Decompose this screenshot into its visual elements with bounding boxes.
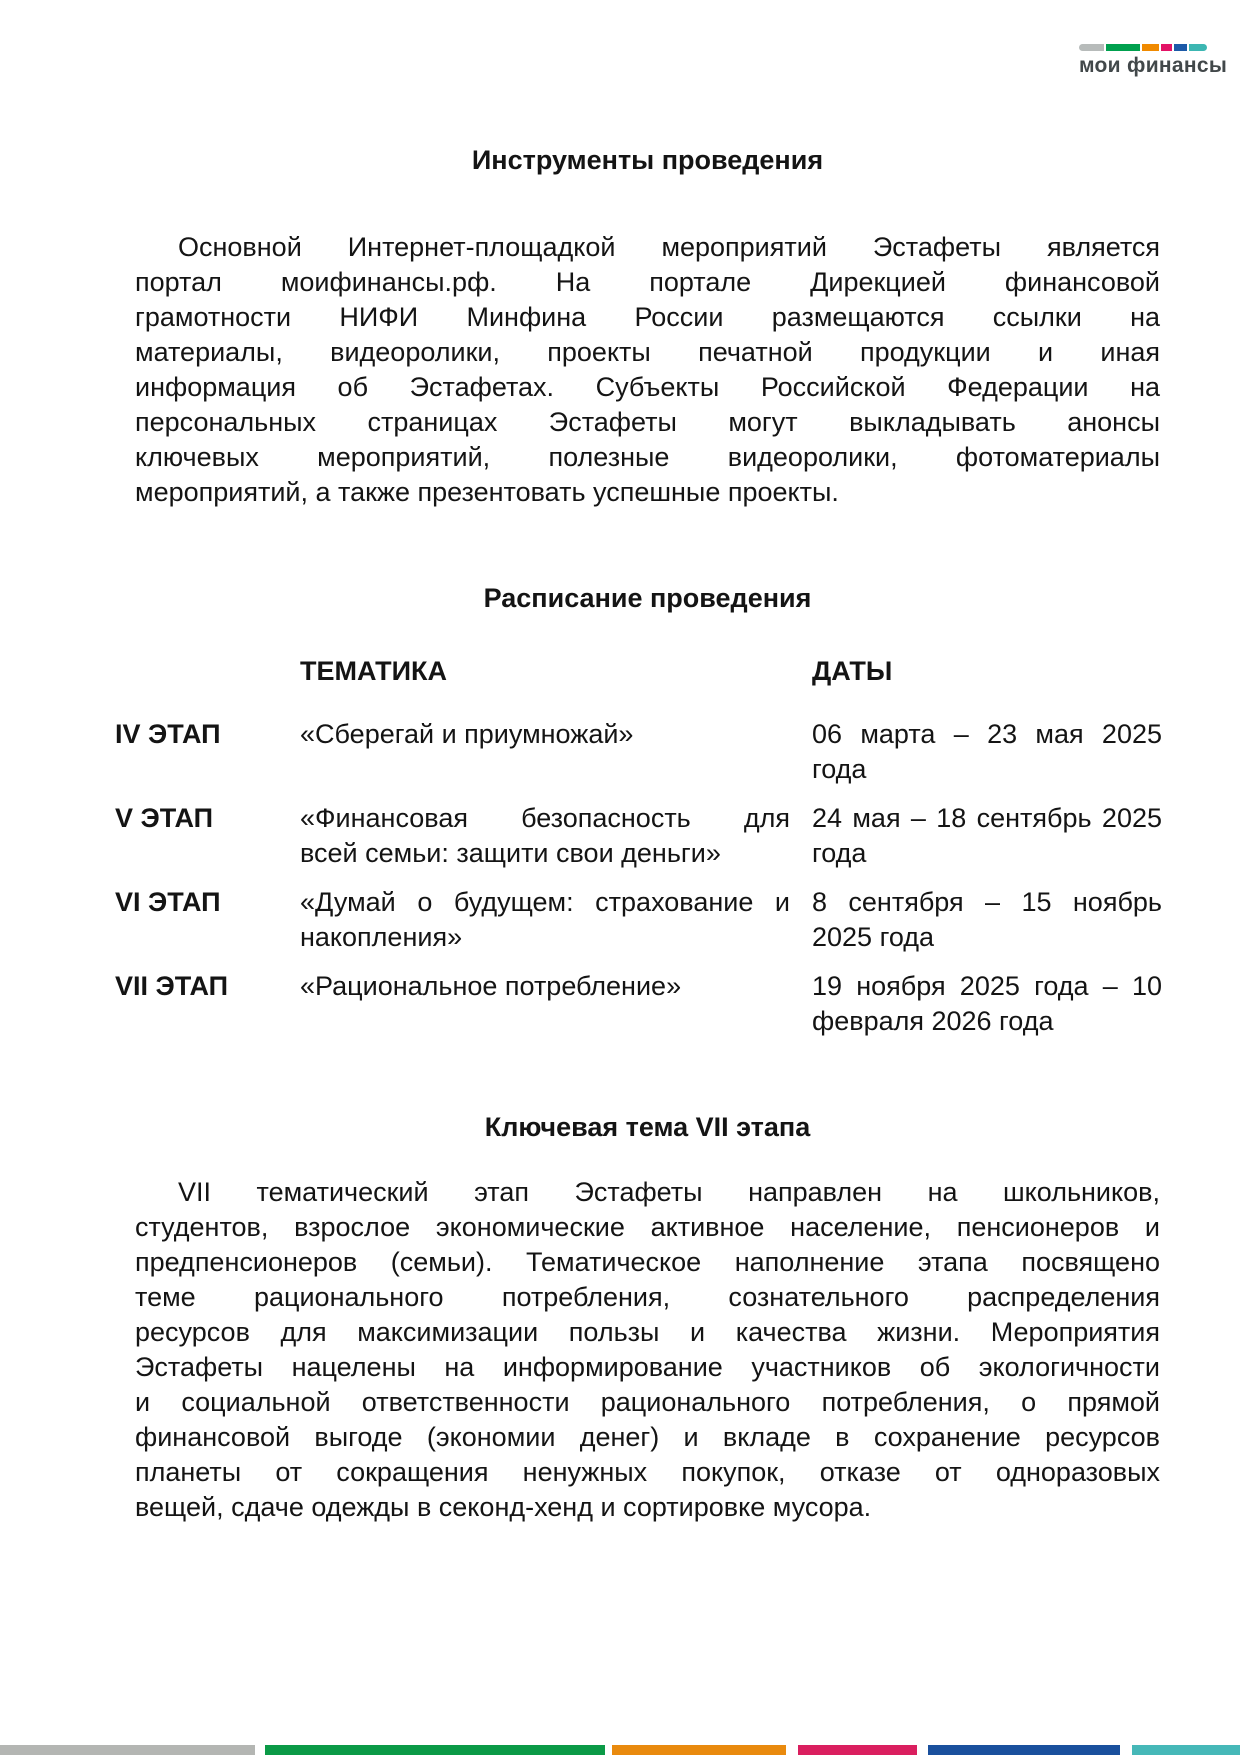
logo-bar-segment-teal [1189, 44, 1207, 51]
schedule-header-row [115, 654, 1162, 689]
section-title-schedule: Расписание проведения [483, 583, 812, 613]
stage-label: IV ЭТАП [115, 719, 221, 749]
footer-bar-segment-pink [798, 1745, 917, 1755]
dates-cell: 8 сентября – 15 ноябрь 2025 года [812, 887, 1162, 952]
column-header-dates: ДАТЫ [812, 656, 893, 686]
logo-bar-segment-green [1106, 44, 1140, 51]
schedule-table [115, 654, 1162, 1053]
schedule-row-stage-7 [115, 969, 1162, 1039]
logo-color-bar-icon [1079, 44, 1209, 51]
stage-label: V ЭТАП [115, 803, 214, 833]
footer-bar-segment-green [265, 1745, 605, 1755]
schedule-row-stage-5 [115, 801, 1162, 871]
stage-label: VII ЭТАП [115, 971, 229, 1001]
section-title-tools: Инструменты проведения [471, 145, 824, 175]
footer-bar-segment-teal [1132, 1745, 1240, 1755]
schedule-row-stage-4 [115, 717, 1162, 787]
column-header-theme: ТЕМАТИКА [300, 656, 448, 686]
dates-cell: 19 ноября 2025 года – 10 февраля 2026 года [812, 971, 1162, 1036]
theme-cell: «Думай о будущем: страхование и накопления» [300, 887, 790, 952]
footer-bar-segment-blue [928, 1745, 1120, 1755]
footer-bar-segment-gray [0, 1745, 255, 1755]
footer-bar-segment-orange [612, 1745, 786, 1755]
paragraph-tools: Основной Интернет-площадкой мероприятий Эстафеты является портал моифинансы.рф. На портале Дирекцией финансовой грамотности НИФИ Минфина России размещаются ссылки на материалы, видеоролики, проекты печатной продукции и иная информация об Эстафетах. Субъекты Российской Федерации на персональных страницах Эстафеты могут выкладывать анонсы ключевых мероприятий, полезные видеоролики, фотоматериалы мероприятий, а также презентовать успешные проекты. [135, 232, 1160, 507]
logo-bar-segment-gray [1079, 44, 1104, 51]
logo-bar-segment-orange [1142, 44, 1159, 51]
section-title-key-theme: Ключевая тема VII этапа [484, 1112, 811, 1142]
footer-color-bar [0, 1745, 1240, 1755]
moi-finansy-logo [1079, 44, 1228, 78]
logo-bar-segment-pink [1161, 44, 1172, 51]
paragraph-key-theme: VII тематический этап Эстафеты направлен на школьников, студентов, взрослое экономические активное население, пенсионеров и предпенсионеров (семьи). Тематическое наполнение этапа посвящено теме рационального потребления, сознательного распределения ресурсов для максимизации пользы и качества жизни. Мероприятия Эстафеты нацелены на информирование участников об экологичности и социальной ответственности рационального потребления, о прямой финансовой выгоде (экономии денег) и вкладе в сохранение ресурсов планеты от сокращения ненужных покупок, отказе от одноразовых вещей, сдаче одежды в секонд-хенд и сортировке мусора. [135, 1177, 1160, 1522]
theme-cell: «Финансовая безопасность для всей семьи: защити свои деньги» [300, 803, 790, 868]
theme-cell: «Рациональное потребление» [300, 971, 682, 1001]
logo-text: мои финансы [1079, 54, 1228, 77]
schedule-row-stage-6 [115, 885, 1162, 955]
dates-cell: 24 мая – 18 сентябрь 2025 года [812, 803, 1162, 868]
logo-bar-segment-blue [1174, 44, 1187, 51]
stage-label: VI ЭТАП [115, 887, 221, 917]
theme-cell: «Сберегай и приумножай» [300, 719, 634, 749]
dates-cell: 06 марта – 23 мая 2025 года [812, 719, 1162, 784]
